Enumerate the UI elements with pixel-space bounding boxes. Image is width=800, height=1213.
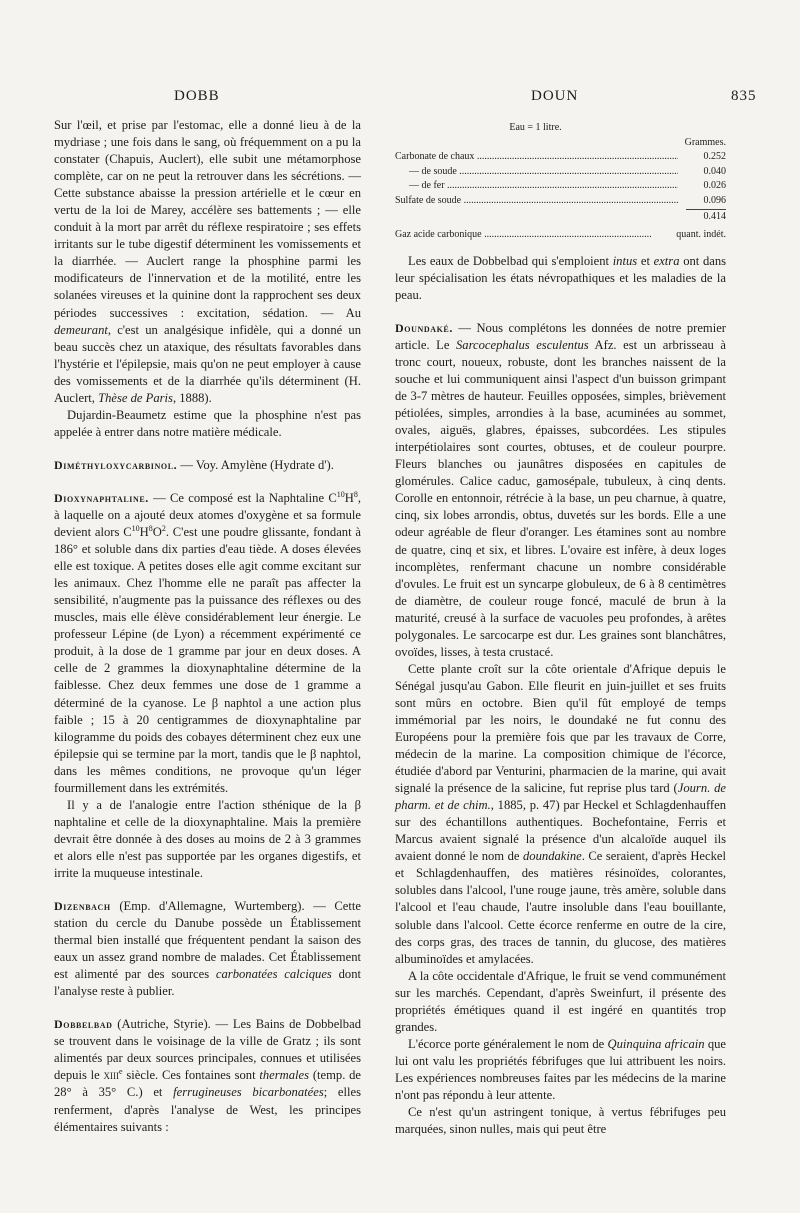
doundake-paragraph-3: A la côte occidentale d'Afrique, le fruit se vend communément sur les marchés. Cependant, d'après Sweinfurt, il présente des propriétés émétiques quand il est ingéré en quantités trop grandes. [395,968,726,1034]
entry-dioxynaphtaline: Dioxynaphtaline. — Ce composé est la Naphtaline $C^{10}H^8$, à laquelle on a ajouté deux atomes d'oxygène et sa formule devient alors $C^{10}H^8O^2$. C'est une poudre glissante, fondant à 186° et soluble dans dix parties d'eau tiède. A doses élevées elle est toxique. A petites doses elle agit comme excitant sur les animaux. Chez l'homme elle ne paraît pas affecter la sensibilité, n'augmente pas la puissance des réflexes ou des muscles, mais elle élève considérablement leur énergie. Le professeur Lépine (de Lyon) a récemment expérimenté ce produit, à la dose de 1 gramme par jour en deux doses. A celle de 2 grammes la dioxynaphtaline détermine de la faiblesse. Chez deux femmes une dose de 1 gramme a déterminé de la cyanose. Le β naphtol a une action plus faible ; 15 à 20 centigrammes de dioxynaphtaline par kilogramme du poids des cobayes déterminent chez eux une épilepsie qui se termine par la mort, tandis que le β naphtol, dans les mêmes conditions, ne provoque qu'un léger fourmillement dans les extrémités. [54,489,361,795]
doundake-paragraph-4: L'écorce porte généralement le nom de Quinquina africain que lui ont valu les propriétés fébrifuges que lui attribuent les noirs. Les expériences nombreuses faites par les médecins de la marine n'ont pas répondu à leur attente. [395,1036,727,1102]
doundake-paragraph-5: Ce n'est qu'un astringent tonique, à vertus fébrifuges peu marquées, sinon nulles, mais qui peut être [395,1105,726,1137]
running-head [0,88,800,108]
doundake-paragraph-2: Cette plante croît sur la côte orientale d'Afrique depuis le Sénégal jusqu'au Gabon. Elle fleurit en juin-juillet et ses fruits sont mûrs en octobre. Bien qu'il fût employé de temps immémorial par les noirs, le doundaké ne fut connu des Européens pour la première fois que par les travaux de Corre, médecin de la marine. La composition chimique de l'écorce, étudiée d'abord par Venturini, pharmacien de la marine, qui avait signalé la présence de la salicine, fut reprise plus tard (Journ. de pharm. et de chim., 1885, p. 47) par Heckel et Schlagdenhauffen sur des échantillons authentiques. Bochefontaine, Ferris et Marcus avaient signalé la présence d'un alcaloïde auquel ils avaient donné le nom de doundakine. Ce seraient, d'après Heckel et Schlagdenhauffen, des matières résinoïdes, colorantes, solubles dans l'alcool, l'une rouge jaune, très amère, soluble dans l'alcool et l'eau chaude, l'autre insoluble dans l'eau bouillante, soluble dans l'alcool. Cette écorce renferme en outre de la cire, des corps gras, des traces de tannin, du glucose, des matières albuminoïdes et amylacées. [395,661,726,966]
table-row: Sulfate de soude ..... 0.096 [395,194,726,209]
table-caption: Eau = 1 litre. [509,122,562,133]
table-row: Carbonate de chaux ..... 0.252 [395,150,726,165]
entry-dizenbach: Dizenbach (Emp. d'Allemagne, Wurtemberg). — Cette station du cercle du Danube possède un Établissement thermal bien installé que fréquentent pendant la saison des eaux un assez grand nombre de malades. Cet Établissement est alimenté par des sources carbonatées calciques dont l'analyse reste à publier. [54,899,362,999]
entry-doundake: Doundaké. — Nous complétons les données de notre premier article. Le Sarcocephalus esculentus Afz. est un arbrisseau à tronc court, noueux, robuste, dont les branches naissent de la souche et lui communiquent ainsi l'aspect d'un buisson grimpant de 3-7 mètres de hauteur. Feuilles opposées, simples, brièvement pétiolées, simples, arrondies à la base, acuminées au sommet, ovales, aiguës, glabres, épaisses, subcordées. Les stipules interpétiolaires sont courtes, obtuses, et de couleur pourpre. Fleurs blanches ou jaunâtres disposées en capitules de glomérules. Calice caduc, gamosépale, tubuleux, à cinq dents. Corolle en entonnoir, rétrécie à la base, un peu charnue, à quatre, cinq, six lobes arrondis, obtus, duvetés sur les bords. Elle a une odeur agréable de fleur d'oranger. Les étamines sont au nombre de quatre, cinq et six, et libres. L'ovaire est infère, à deux loges incomplètes, renfermant chacune un nombre considérable d'ovules. Le fruit est un syncarpe globuleux, de 6 à 8 centimètres de diamètre, de couleur rouge foncé, maculé de brun à la maturité, creusé à la surface de vacuoles peu profondes, à arêtes polygonales. Le sarcocarpe est dur. Les graines sont blanchâtres, ovoïdes, lisses, à testa crustacé. [395,320,726,659]
entry-headword: Dobbelbad [54,1017,113,1032]
entry-dimethyloxycarbinol: Diméthyloxycarbinol. — Voy. Amylène (Hydrate d'). [54,457,334,472]
entry-headword: Dizenbach [54,899,111,914]
left-column [54,117,361,1136]
table-row: — de soude ..... 0.040 [395,165,726,180]
phosphine-conclusion: Dujardin-Beaumetz estime que la phosphine n'est pas appelée à entrer dans notre matière médicale. [54,407,361,439]
table-total: 0.414 [686,209,726,225]
water-analysis-table [395,121,726,243]
header-center-word: DOUN [531,88,579,104]
dobbelbad-conclusion: Les eaux de Dobbelbad qui s'emploient intus et extra ont dans leur spécialisation les états névropathiques et les maladies de la peau. [395,253,727,302]
table-gas-row: Gaz acide carbonique ..... quant. indét. [395,228,726,243]
phosphine-paragraph: Sur l'œil, et prise par l'estomac, elle a donné lieu à de la mydriase ; une fois dans le sang, où fréquemment on a pu la constater (Chapuis, Auclert), elle subit une métamorphose complète, car on ne peut la retrouver dans les sécrétions. — Cette substance abaisse la pression artérielle et le cœur en vertu de la loi de Marey, accélère ses battements ; — elle conduit à la mort par arrêt du réflexe respiratoire ; ses effets irritants sur le tube digestif déterminent les vomissements et la diarrhée. — Auclert range la phosphine parmi les modificateurs de l'innervation et de la motilité, entre les solanées vireuses et la quinine dont la rapprochent ses deux périodes successives : excitation, sédation. — Au demeurant, c'est un analgésique infidèle, qui a donné un beau succès chez un ataxique, des résultats favorables dans l'hystérie et l'épilepsie, mais qu'on ne peut employer à cause des vomissements et de la diarrhée qu'ils déterminent (H. Auclert, Thèse de Paris, 1888). [54,118,361,405]
table-units: Grammes. [684,136,726,148]
right-column [395,121,726,1138]
dioxynaphtaline-paragraph-2: Il y a de l'analogie entre l'action sthénique de la β naphtaline et celle de la dioxynaphtaline. Mais la première devrait être donnée à des doses au moins de 2 à 3 grammes et alors elle n'est pas supportée par les organes digestifs, et irrite la muqueuse intestinale. [54,797,361,880]
entry-dobbelbad: Dobbelbad (Autriche, Styrie). — Les Bains de Dobbelbad se trouvent dans le voisinage de la ville de Gratz ; ils sont alimentés par deux sources principales, connues et utilisées depuis le xiii$^e$ siècle. Ces fontaines sont thermales (temp. de 28° à 35° C.) et ferrugineuses bicarbonatées; elles renferment, d'après l'analyse de West, les principes élémentaires suivants : [54,1017,361,1134]
entry-headword: Diméthyloxycarbinol. [54,457,178,472]
table-row: — de fer ..... 0.026 [395,179,726,194]
entry-headword: Doundaké. [395,320,453,335]
page-number: 835 [731,88,757,104]
entry-headword: Dioxynaphtaline. [54,490,149,505]
header-left-word: DOBB [174,88,220,104]
